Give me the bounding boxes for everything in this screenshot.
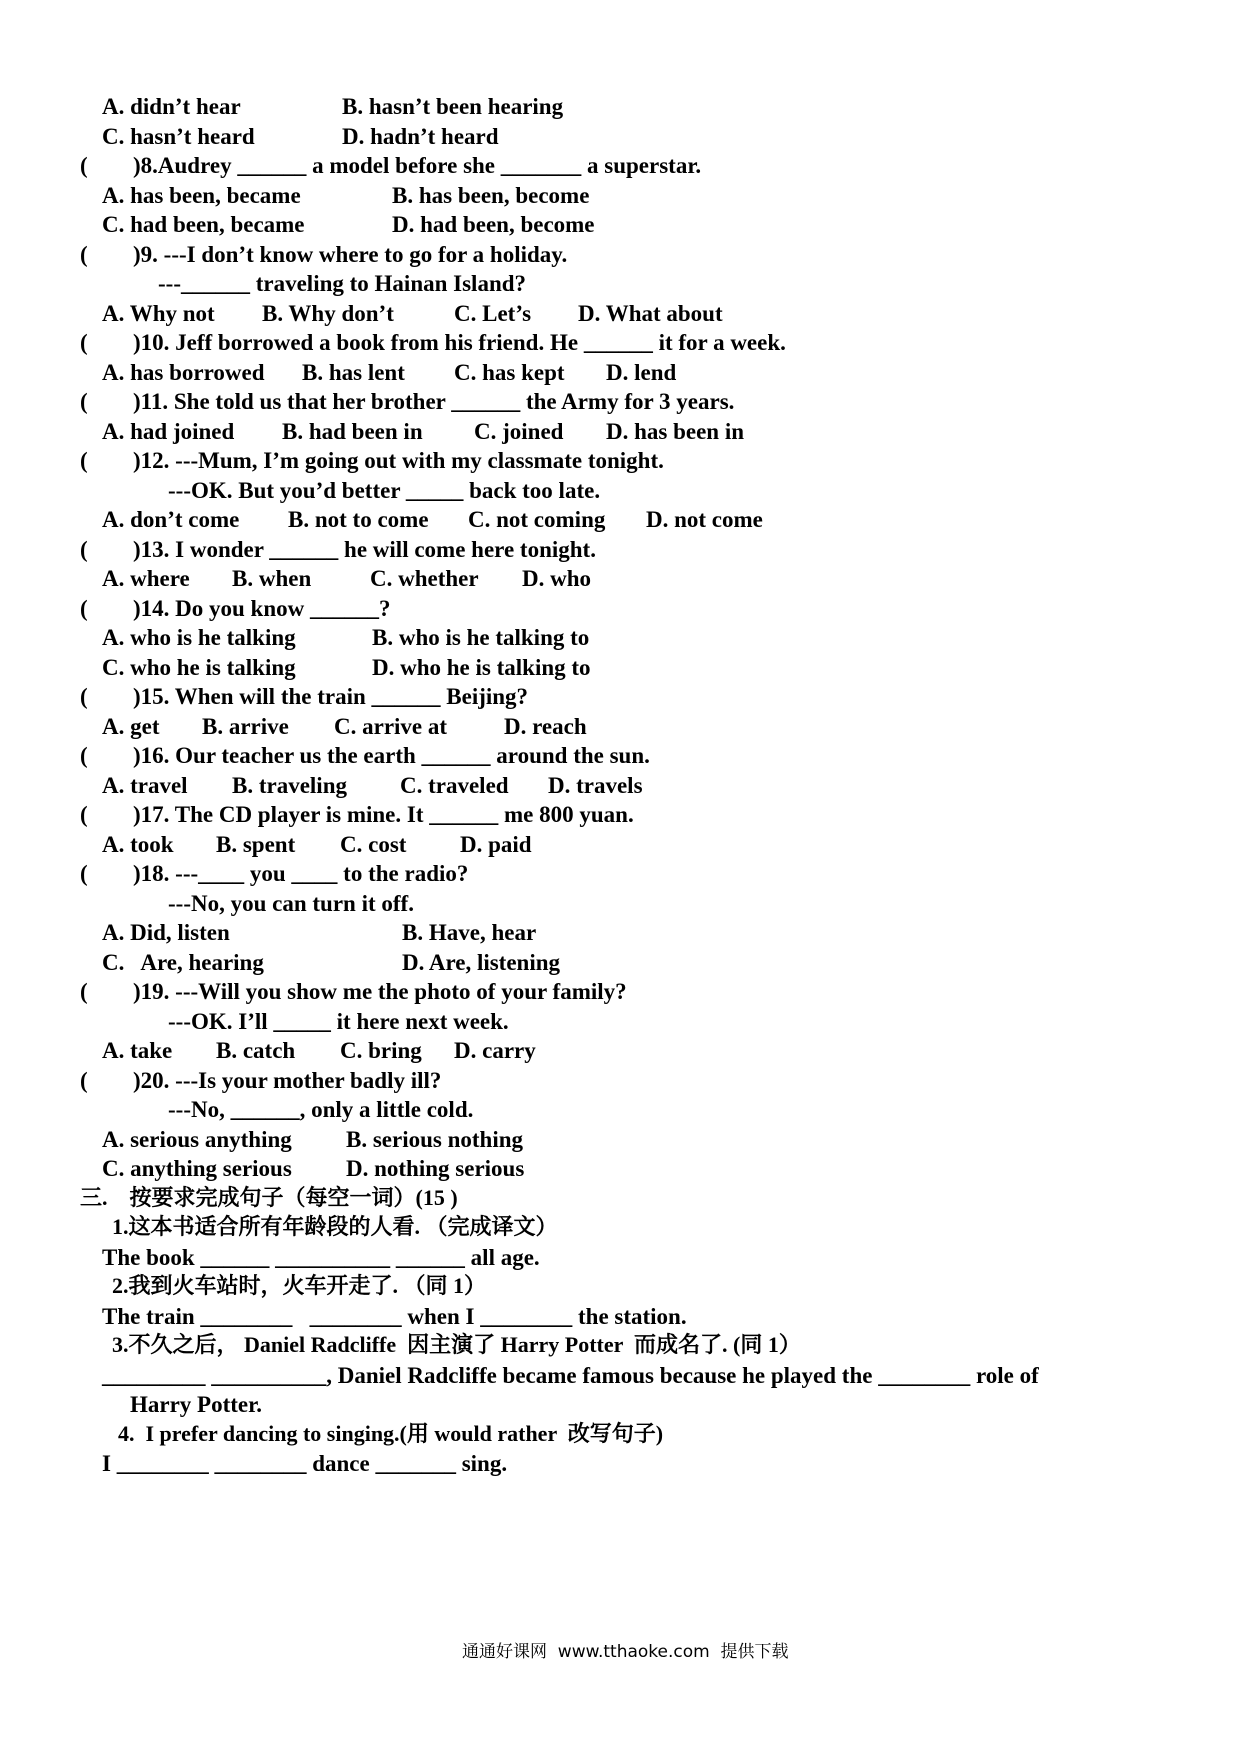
section-heading: 三. 按要求完成句子（每空一词）(15 ): [80, 1185, 458, 1210]
option: B. spent: [216, 832, 296, 857]
question-dialogue: ---No, you can turn it off.: [168, 891, 414, 916]
option: D. paid: [460, 832, 532, 857]
option: C. had been, became: [102, 212, 305, 237]
option: D. who he is talking to: [372, 655, 591, 680]
option: A. Why not: [102, 301, 215, 326]
option: D. Are, listening: [402, 950, 561, 975]
question-dialogue: ---OK. But you’d better _____ back too late.: [168, 478, 601, 503]
option: C. arrive at: [334, 714, 448, 739]
option: C. whether: [370, 566, 479, 591]
question-stem: )18. ---____ you ____ to the radio?: [133, 861, 469, 886]
option: C. not coming: [468, 507, 606, 532]
answer-paren-open: (: [80, 448, 88, 473]
question-stem: )15. When will the train ______ Beijing?: [133, 684, 529, 709]
option: D. carry: [454, 1038, 536, 1063]
option: B. catch: [216, 1038, 296, 1063]
option: B. Have, hear: [402, 920, 537, 945]
option: A. who is he talking: [102, 625, 296, 650]
question-stem: )14. Do you know ______?: [133, 596, 391, 621]
question-stem: )16. Our teacher us the earth ______ around the sun.: [133, 743, 650, 768]
option: D. travels: [548, 773, 643, 798]
answer-paren-open: (: [80, 389, 88, 414]
option: A. took: [102, 832, 174, 857]
option: A. don’t come: [102, 507, 240, 532]
option: B. traveling: [232, 773, 347, 798]
option: C. anything serious: [102, 1156, 292, 1181]
option: D. had been, become: [392, 212, 595, 237]
question-dialogue: ---No, ______, only a little cold.: [168, 1097, 474, 1122]
question-stem: )12. ---Mum, I’m going out with my classmate tonight.: [133, 448, 664, 473]
answer-paren-open: (: [80, 596, 88, 621]
option: B. not to come: [288, 507, 429, 532]
option: C. hasn’t heard: [102, 124, 255, 149]
question-stem: )8.Audrey ______ a model before she _______ a superstar.: [133, 153, 702, 178]
answer-paren-open: (: [80, 802, 88, 827]
answer-paren-open: (: [80, 330, 88, 355]
option: B. hasn’t been hearing: [342, 94, 564, 119]
option: A. has borrowed: [102, 360, 265, 385]
option: C. joined: [474, 419, 564, 444]
question-stem: )20. ---Is your mother badly ill?: [133, 1068, 442, 1093]
option: A. where: [102, 566, 190, 591]
option: B. has been, become: [392, 183, 590, 208]
option: D. nothing serious: [346, 1156, 525, 1181]
question-stem: )19. ---Will you show me the photo of your family?: [133, 979, 627, 1004]
answer-paren-open: (: [80, 242, 88, 267]
question-stem: )11. She told us that her brother ______ the Army for 3 years.: [133, 389, 735, 414]
section-prompt: 3.不久之后， Daniel Radcliffe 因主演了 Harry Potter 而成名了. (同 1）: [112, 1332, 801, 1357]
section-answer: I ________ ________ dance _______ sing.: [102, 1451, 508, 1476]
answer-paren-open: (: [80, 1068, 88, 1093]
option: D. What about: [578, 301, 723, 326]
option: A. Did, listen: [102, 920, 230, 945]
option: D. reach: [504, 714, 587, 739]
option: A. had joined: [102, 419, 235, 444]
option: A. serious anything: [102, 1127, 292, 1152]
question-stem: )10. Jeff borrowed a book from his friend. He ______ it for a week.: [133, 330, 786, 355]
option: A. travel: [102, 773, 188, 798]
option: B. Why don’t: [262, 301, 394, 326]
option: C. Let’s: [454, 301, 532, 326]
answer-paren-open: (: [80, 684, 88, 709]
answer-paren-open: (: [80, 861, 88, 886]
answer-paren-open: (: [80, 537, 88, 562]
page-footer: 通通好课网 www.tthaoke.com 提供下载: [462, 1642, 789, 1662]
section-answer-cont: Harry Potter.: [130, 1392, 262, 1417]
answer-paren-open: (: [80, 979, 88, 1004]
option: A. didn’t hear: [102, 94, 241, 119]
option: D. has been in: [606, 419, 745, 444]
option: B. when: [232, 566, 312, 591]
section-prompt: 4. I prefer dancing to singing.(用 would rather 改写句子): [118, 1421, 664, 1446]
section-prompt: 1.这本书适合所有年龄段的人看. （完成译文）: [112, 1214, 558, 1239]
answer-paren-open: (: [80, 153, 88, 178]
question-stem: )9. ---I don’t know where to go for a holiday.: [133, 242, 568, 267]
option: D. who: [522, 566, 592, 591]
option: C. traveled: [400, 773, 509, 798]
question-stem: )17. The CD player is mine. It ______ me 800 yuan.: [133, 802, 634, 827]
option: B. who is he talking to: [372, 625, 590, 650]
option: C. Are, hearing: [102, 950, 264, 975]
option: C. has kept: [454, 360, 565, 385]
option: A. get: [102, 714, 160, 739]
section-answer: _________ __________, Daniel Radcliffe became famous because he played the ________ role of: [102, 1363, 1039, 1388]
option: C. bring: [340, 1038, 422, 1063]
question-stem: )13. I wonder ______ he will come here tonight.: [133, 537, 596, 562]
option: D. lend: [606, 360, 677, 385]
option: B. arrive: [202, 714, 289, 739]
section-answer: The book ______ __________ ______ all age.: [102, 1245, 540, 1270]
answer-paren-open: (: [80, 743, 88, 768]
option: C. cost: [340, 832, 407, 857]
option: C. who he is talking: [102, 655, 296, 680]
question-dialogue: ---OK. I’ll _____ it here next week.: [168, 1009, 509, 1034]
option: B. has lent: [302, 360, 405, 385]
option: B. serious nothing: [346, 1127, 524, 1152]
section-answer: The train ________ ________ when I ________ the station.: [102, 1304, 687, 1329]
option: D. not come: [646, 507, 763, 532]
option: A. take: [102, 1038, 173, 1063]
section-prompt: 2.我到火车站时，火车开走了. （同 1）: [112, 1273, 487, 1298]
option: D. hadn’t heard: [342, 124, 499, 149]
option: B. had been in: [282, 419, 423, 444]
option: A. has been, became: [102, 183, 301, 208]
question-dialogue: ---______ traveling to Hainan Island?: [158, 271, 527, 296]
